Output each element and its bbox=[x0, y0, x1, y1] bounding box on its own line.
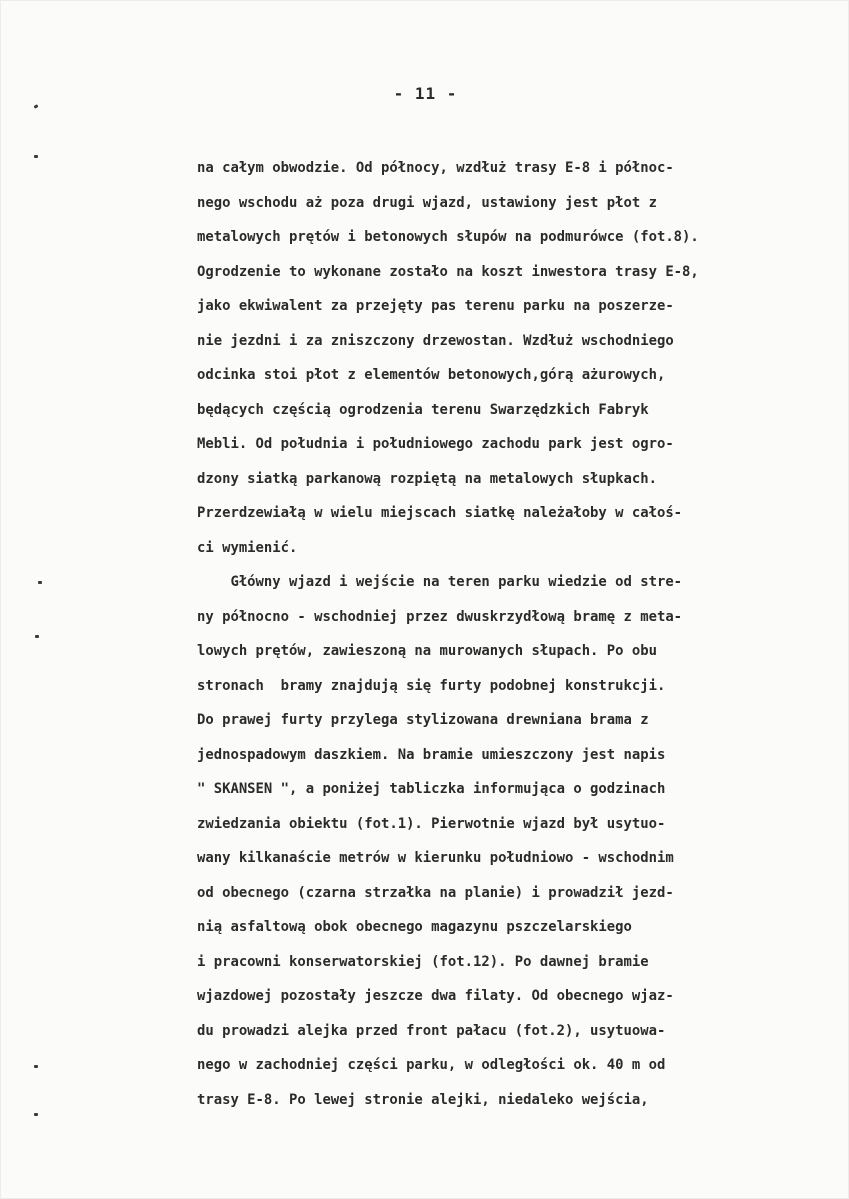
text-line: du prowadzi alejka przed front pałacu (fot.2), usytuowa- bbox=[197, 1022, 666, 1039]
text-line: zwiedzania obiektu (fot.1). Pierwotnie wjazd był usytuo- bbox=[197, 815, 666, 832]
text-line: wany kilkanaście metrów w kierunku południowo - wschodnim bbox=[197, 850, 674, 866]
margin-mark bbox=[34, 1113, 38, 1116]
margin-mark bbox=[35, 635, 39, 638]
text-line: nego w zachodniej części parku, w odległości ok. 40 m od bbox=[197, 1057, 666, 1073]
text-line: trasy E-8. Po lewej stronie alejki, niedaleko wejścia, bbox=[197, 1091, 649, 1108]
text-line: stronach bramy znajdują się furty podobnej konstrukcji. bbox=[197, 677, 666, 694]
text-line: nią asfaltową obok obecnego magazynu pszczelarskiego bbox=[197, 919, 632, 935]
text-line: będących częścią ogrodzenia terenu Swarzędzkich Fabryk bbox=[197, 401, 649, 418]
text-line: Przerdzewiałą w wielu miejscach siatkę należałoby w całoś- bbox=[197, 505, 683, 521]
text-line: nie jezdni i za zniszczony drzewostan. Wzdłuż wschodniego bbox=[197, 332, 674, 349]
text-line: metalowych prętów i betonowych słupów na podmurówce (fot.8). bbox=[197, 229, 699, 245]
body-text bbox=[197, 151, 847, 1117]
text-line: ci wymienić. bbox=[197, 539, 298, 556]
text-line: od obecnego (czarna strzałka na planie) i prowadził jezd- bbox=[197, 884, 674, 901]
text-line: Ogrodzenie to wykonane zostało na koszt inwestora trasy E-8, bbox=[197, 263, 699, 280]
text-line: Główny wjazd i wejście na teren parku wiedzie od stre- bbox=[197, 574, 683, 590]
text-line: " SKANSEN ", a poniżej tabliczka informująca o godzinach bbox=[197, 781, 666, 797]
margin-mark bbox=[34, 155, 38, 158]
text-line: na całym obwodzie. Od północy, wzdłuż trasy E-8 i północ- bbox=[197, 160, 674, 176]
text-line: dzony siatką parkanową rozpiętą na metalowych słupkach. bbox=[197, 470, 657, 487]
text-line: i pracowni konserwatorskiej (fot.12). Po dawnej bramie bbox=[197, 953, 649, 970]
margin-mark bbox=[34, 1065, 38, 1068]
text-line: lowych prętów, zawieszoną na murowanych słupach. Po obu bbox=[197, 643, 657, 659]
text-line: odcinka stoi płot z elementów betonowych,górą ażurowych, bbox=[197, 367, 666, 383]
text-line: jednospadowym daszkiem. Na bramie umieszczony jest napis bbox=[197, 746, 666, 763]
text-line: wjazdowej pozostały jeszcze dwa filaty. Od obecnego wjaz- bbox=[197, 988, 674, 1004]
text-line: ny północno - wschodniej przez dwuskrzydłową bramę z meta- bbox=[197, 608, 683, 625]
margin-mark bbox=[38, 581, 42, 584]
text-line: nego wschodu aż poza drugi wjazd, ustawiony jest płot z bbox=[197, 194, 657, 211]
margin-mark bbox=[34, 104, 39, 109]
text-line: Do prawej furty przylega stylizowana drewniana brama z bbox=[197, 712, 649, 728]
text-line: jako ekwiwalent za przejęty pas terenu parku na poszerze- bbox=[197, 298, 674, 314]
page-number: - 11 - bbox=[393, 84, 458, 103]
text-line: Mebli. Od południa i południowego zachodu park jest ogro- bbox=[197, 436, 674, 452]
